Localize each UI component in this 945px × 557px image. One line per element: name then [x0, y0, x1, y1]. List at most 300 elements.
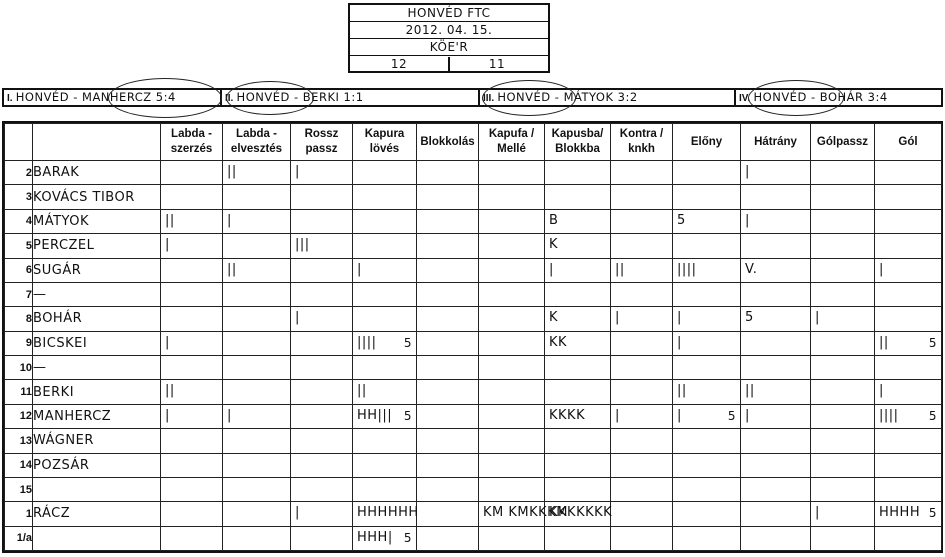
stat-cell — [611, 356, 673, 380]
stat-cell — [479, 307, 545, 331]
stat-cell — [223, 161, 291, 185]
stat-cell — [875, 356, 942, 380]
tally-mark: ||| — [295, 237, 310, 253]
tally-mark: | — [165, 407, 170, 423]
stat-cell — [161, 356, 223, 380]
stat-cell — [875, 185, 942, 209]
stat-cell — [741, 331, 811, 355]
stat-cell — [875, 307, 942, 331]
stat-cell — [291, 380, 353, 404]
tally-mark: || — [165, 383, 175, 399]
stat-cell — [545, 185, 611, 209]
header-number — [5, 124, 33, 161]
stat-cell — [545, 307, 611, 331]
column-header: Kontra / knkh — [611, 124, 673, 161]
stat-cell — [223, 380, 291, 404]
period-num: II. — [225, 93, 234, 104]
column-header: Előny — [673, 124, 741, 161]
stat-cell — [223, 185, 291, 209]
stat-cell — [741, 185, 811, 209]
tally-total: 5 — [403, 530, 412, 545]
tally-mark: || — [227, 261, 237, 277]
stat-cell — [741, 161, 811, 185]
stat-cell — [545, 209, 611, 233]
stat-cell — [875, 502, 942, 526]
player-name: MANHERCZ — [33, 404, 161, 428]
stat-cell — [673, 526, 741, 550]
stat-cell — [811, 404, 875, 428]
player-number: 13 — [5, 429, 33, 453]
stat-cell — [479, 380, 545, 404]
stat-cell — [353, 502, 417, 526]
column-header: Kapusba/ Blokkba — [545, 124, 611, 161]
player-name: KOVÁCS TIBOR — [33, 185, 161, 209]
tally-mark: |||| — [879, 407, 899, 423]
stat-cell — [545, 429, 611, 453]
stat-cell — [741, 234, 811, 258]
stat-cell — [545, 502, 611, 526]
stat-cell — [161, 429, 223, 453]
stat-cell — [479, 331, 545, 355]
period-text: HONVÉD - BERKI 1:1 — [236, 90, 364, 104]
stat-cell — [545, 331, 611, 355]
stat-cell — [545, 234, 611, 258]
stat-cell — [479, 234, 545, 258]
stat-cell — [417, 331, 479, 355]
stat-cell — [417, 282, 479, 306]
stat-cell — [353, 356, 417, 380]
stat-cell — [417, 453, 479, 477]
stat-cell — [673, 477, 741, 501]
tally-mark: |||| — [357, 334, 377, 350]
tally-mark: | — [879, 261, 884, 277]
table-row — [5, 477, 942, 501]
stat-cell — [161, 526, 223, 550]
stat-cell — [741, 209, 811, 233]
tally-mark: KKKKKKK — [549, 505, 613, 521]
stat-cell — [741, 356, 811, 380]
stat-cell — [673, 380, 741, 404]
stat-cell — [811, 161, 875, 185]
tally-mark: | — [227, 212, 232, 228]
tally-total: 5 — [928, 335, 937, 350]
column-header: Gól — [875, 124, 942, 161]
stat-cell — [875, 161, 942, 185]
player-name: BICSKEI — [33, 331, 161, 355]
stat-cell — [479, 282, 545, 306]
player-name — [33, 526, 161, 550]
circled-scorer — [108, 78, 222, 118]
table-row — [5, 331, 942, 355]
tally-mark: HHHHHH — [357, 505, 419, 521]
tally-mark: HHHH — [879, 505, 921, 521]
tally-mark: | — [677, 310, 682, 326]
tally-mark: 5 — [745, 310, 754, 326]
stat-cell — [223, 282, 291, 306]
table-row — [5, 307, 942, 331]
match-teams: HONVÉD FTC — [350, 5, 548, 22]
table-row — [5, 234, 942, 258]
table-row — [5, 209, 942, 233]
stat-cell — [223, 429, 291, 453]
stat-cell — [611, 453, 673, 477]
stat-cell — [673, 185, 741, 209]
tally-mark: | — [295, 310, 300, 326]
table-row — [5, 502, 942, 526]
tally-mark: | — [745, 212, 750, 228]
tally-mark: | — [815, 310, 820, 326]
stat-cell — [291, 185, 353, 209]
stat-cell — [291, 453, 353, 477]
player-name: BERKI — [33, 380, 161, 404]
score-home: 12 — [390, 57, 408, 71]
stat-cell — [161, 282, 223, 306]
stat-cell — [223, 209, 291, 233]
tally-mark: | — [615, 407, 620, 423]
stat-cell — [291, 234, 353, 258]
tally-mark: || — [357, 383, 367, 399]
tally-mark: | — [815, 505, 820, 521]
column-header: Kapura lövés — [353, 124, 417, 161]
stat-cell — [673, 258, 741, 282]
column-header: Blokkolás — [417, 124, 479, 161]
tally-mark: | — [295, 505, 300, 521]
stat-cell — [353, 453, 417, 477]
player-name: — — [33, 282, 161, 306]
tally-mark: | — [165, 237, 170, 253]
stat-cell — [291, 258, 353, 282]
period-text: HONVÉD - BOHÁR 3:4 — [753, 90, 888, 104]
stat-cell — [353, 477, 417, 501]
circled-team — [748, 80, 844, 116]
stat-cell — [611, 161, 673, 185]
tally-total: 5 — [928, 408, 937, 423]
table-row — [5, 404, 942, 428]
tally-mark: | — [745, 164, 750, 179]
player-name: SUGÁR — [33, 258, 161, 282]
period-text: HONVÉD - MÁTYOK 3:2 — [497, 90, 638, 104]
player-number: 6 — [5, 258, 33, 282]
player-number: 9 — [5, 331, 33, 355]
stat-cell — [479, 429, 545, 453]
player-number: 7 — [5, 282, 33, 306]
stat-cell — [353, 307, 417, 331]
stat-cell — [223, 502, 291, 526]
circled-team — [482, 80, 576, 116]
table-row — [5, 356, 942, 380]
stat-cell — [417, 429, 479, 453]
player-number: 3 — [5, 185, 33, 209]
stat-cell — [741, 477, 811, 501]
stat-cell — [161, 161, 223, 185]
stat-cell — [353, 331, 417, 355]
stat-cell — [673, 453, 741, 477]
stat-cell — [741, 258, 811, 282]
stat-cell — [417, 185, 479, 209]
stat-cell — [741, 502, 811, 526]
stat-cell — [741, 282, 811, 306]
stat-cell — [875, 380, 942, 404]
stat-cell — [811, 477, 875, 501]
tally-mark: | — [227, 407, 232, 423]
stat-cell — [811, 526, 875, 550]
stat-cell — [479, 209, 545, 233]
stat-cell — [811, 234, 875, 258]
stat-cell — [291, 307, 353, 331]
stat-cell — [479, 161, 545, 185]
stat-cell — [545, 356, 611, 380]
stat-cell — [479, 477, 545, 501]
column-header: Rossz passz — [291, 124, 353, 161]
stats-table — [2, 121, 943, 553]
stat-cell — [353, 185, 417, 209]
period-text: HONVÉD - MANHERCZ 5:4 — [15, 90, 176, 104]
stat-cell — [161, 453, 223, 477]
stat-cell — [545, 380, 611, 404]
stat-cell — [741, 404, 811, 428]
stat-cell — [811, 502, 875, 526]
stat-cell — [741, 429, 811, 453]
tally-mark: || — [745, 383, 755, 399]
table-row — [5, 282, 942, 306]
stat-cell — [811, 258, 875, 282]
tally-mark: | — [677, 334, 682, 350]
tally-total: 5 — [403, 335, 412, 350]
tally-mark: | — [549, 261, 554, 277]
tally-mark: HHH| — [357, 529, 393, 545]
player-number: 8 — [5, 307, 33, 331]
stat-cell — [811, 453, 875, 477]
stat-cell — [545, 404, 611, 428]
stat-cell — [291, 209, 353, 233]
stat-cell — [875, 429, 942, 453]
stat-cell — [291, 477, 353, 501]
circled-team — [226, 81, 314, 115]
stat-cell — [291, 404, 353, 428]
stat-cell — [875, 282, 942, 306]
stat-cell — [811, 307, 875, 331]
stat-cell — [673, 404, 741, 428]
stat-cell — [417, 404, 479, 428]
table-row — [5, 258, 942, 282]
stat-cell — [673, 429, 741, 453]
stat-cell — [479, 453, 545, 477]
stat-cell — [611, 404, 673, 428]
period-num: III. — [483, 93, 495, 104]
stat-cell — [611, 282, 673, 306]
tally-mark: K — [549, 237, 559, 253]
stat-cell — [479, 258, 545, 282]
stat-cell — [353, 258, 417, 282]
stat-cell — [417, 161, 479, 185]
stat-cell — [741, 380, 811, 404]
player-name: RÁCZ — [33, 502, 161, 526]
player-number: 1 — [5, 502, 33, 526]
stat-cell — [875, 404, 942, 428]
tally-mark: || — [615, 261, 625, 277]
stat-cell — [673, 282, 741, 306]
stat-cell — [673, 234, 741, 258]
player-name: MÁTYOK — [33, 209, 161, 233]
stat-cell — [875, 477, 942, 501]
stat-cell — [223, 526, 291, 550]
stat-cell — [545, 282, 611, 306]
stat-cell — [875, 234, 942, 258]
stat-cell — [223, 234, 291, 258]
stat-cell — [611, 234, 673, 258]
stat-cell — [161, 331, 223, 355]
table-row — [5, 526, 942, 550]
stat-cell — [611, 209, 673, 233]
stat-cell — [611, 258, 673, 282]
stat-cell — [611, 331, 673, 355]
stat-cell — [417, 477, 479, 501]
player-number: 14 — [5, 453, 33, 477]
stat-cell — [161, 185, 223, 209]
match-info-box — [348, 3, 550, 73]
stat-cell — [353, 526, 417, 550]
player-number: 10 — [5, 356, 33, 380]
player-name: PERCZEL — [33, 234, 161, 258]
header-row — [5, 124, 942, 161]
stat-cell — [417, 356, 479, 380]
player-name: — — [33, 356, 161, 380]
column-header: Gólpassz — [811, 124, 875, 161]
player-number: 4 — [5, 209, 33, 233]
stat-cell — [811, 185, 875, 209]
stat-cell — [291, 502, 353, 526]
stat-cell — [611, 526, 673, 550]
stat-cell — [611, 477, 673, 501]
tally-mark: | — [879, 383, 884, 399]
stat-cell — [223, 404, 291, 428]
tally-mark: || — [165, 212, 175, 228]
stat-cell — [417, 234, 479, 258]
stat-cell — [353, 282, 417, 306]
stat-cell — [875, 258, 942, 282]
stat-cell — [875, 331, 942, 355]
stat-cell — [417, 209, 479, 233]
header-name — [33, 124, 161, 161]
stat-cell — [291, 526, 353, 550]
stat-cell — [545, 453, 611, 477]
stat-cell — [611, 185, 673, 209]
stat-cell — [545, 161, 611, 185]
stat-cell — [673, 161, 741, 185]
stat-cell — [811, 209, 875, 233]
stat-cell — [673, 331, 741, 355]
stat-cell — [417, 258, 479, 282]
stat-cell — [291, 331, 353, 355]
stat-cell — [741, 526, 811, 550]
stat-cell — [811, 282, 875, 306]
column-header: Labda - szerzés — [161, 124, 223, 161]
stat-cell — [353, 234, 417, 258]
tally-mark: |||| — [677, 261, 697, 277]
stat-cell — [545, 526, 611, 550]
stat-cell — [223, 453, 291, 477]
player-number: 5 — [5, 234, 33, 258]
table-row — [5, 185, 942, 209]
stat-cell — [161, 477, 223, 501]
column-header: Hátrány — [741, 124, 811, 161]
stat-cell — [417, 380, 479, 404]
column-header: Labda - elvesztés — [223, 124, 291, 161]
stat-cell — [673, 356, 741, 380]
table-row — [5, 453, 942, 477]
stat-cell — [673, 209, 741, 233]
stat-cell — [479, 404, 545, 428]
stat-cell — [291, 429, 353, 453]
player-name — [33, 477, 161, 501]
match-venue: KÖE'R — [350, 39, 548, 56]
stat-cell — [811, 429, 875, 453]
player-name: WÁGNER — [33, 429, 161, 453]
tally-mark: K — [549, 310, 559, 326]
stat-cell — [875, 209, 942, 233]
stat-cell — [811, 380, 875, 404]
stat-cell — [479, 356, 545, 380]
stat-cell — [611, 307, 673, 331]
table-row — [5, 380, 942, 404]
tally-mark: || — [879, 334, 889, 350]
score-away: 11 — [488, 57, 506, 71]
tally-mark: | — [165, 334, 170, 350]
stat-cell — [417, 307, 479, 331]
period-results — [2, 88, 943, 107]
stat-cell — [741, 453, 811, 477]
tally-total: 5 — [928, 506, 937, 521]
table-row — [5, 429, 942, 453]
tally-mark: KK — [549, 334, 568, 350]
player-rows — [5, 161, 942, 551]
stat-cell — [161, 502, 223, 526]
stat-cell — [223, 258, 291, 282]
stat-cell — [353, 380, 417, 404]
player-name: BARAK — [33, 161, 161, 185]
stat-cell — [811, 356, 875, 380]
stat-cell — [417, 502, 479, 526]
table-row — [5, 161, 942, 185]
player-number: 15 — [5, 477, 33, 501]
tally-mark: || — [677, 383, 687, 399]
stat-cell — [545, 477, 611, 501]
tally-mark: 5 — [677, 212, 686, 228]
player-number: 2 — [5, 161, 33, 185]
stat-cell — [353, 404, 417, 428]
player-number: 12 — [5, 404, 33, 428]
stat-cell — [673, 502, 741, 526]
match-date: 2012. 04. 15. — [350, 22, 548, 39]
stat-cell — [353, 161, 417, 185]
tally-mark: V. — [745, 261, 758, 277]
stat-cell — [811, 331, 875, 355]
tally-total: 5 — [403, 408, 412, 423]
tally-mark: | — [357, 261, 362, 277]
tally-mark: KKKK — [549, 407, 586, 423]
player-name: BOHÁR — [33, 307, 161, 331]
stat-cell — [223, 331, 291, 355]
stat-cell — [161, 380, 223, 404]
stat-cell — [741, 307, 811, 331]
stat-cell — [417, 526, 479, 550]
stat-cell — [161, 209, 223, 233]
player-name: POZSÁR — [33, 453, 161, 477]
stat-cell — [161, 404, 223, 428]
tally-mark: || — [227, 164, 237, 179]
stat-cell — [161, 234, 223, 258]
stat-cell — [611, 502, 673, 526]
